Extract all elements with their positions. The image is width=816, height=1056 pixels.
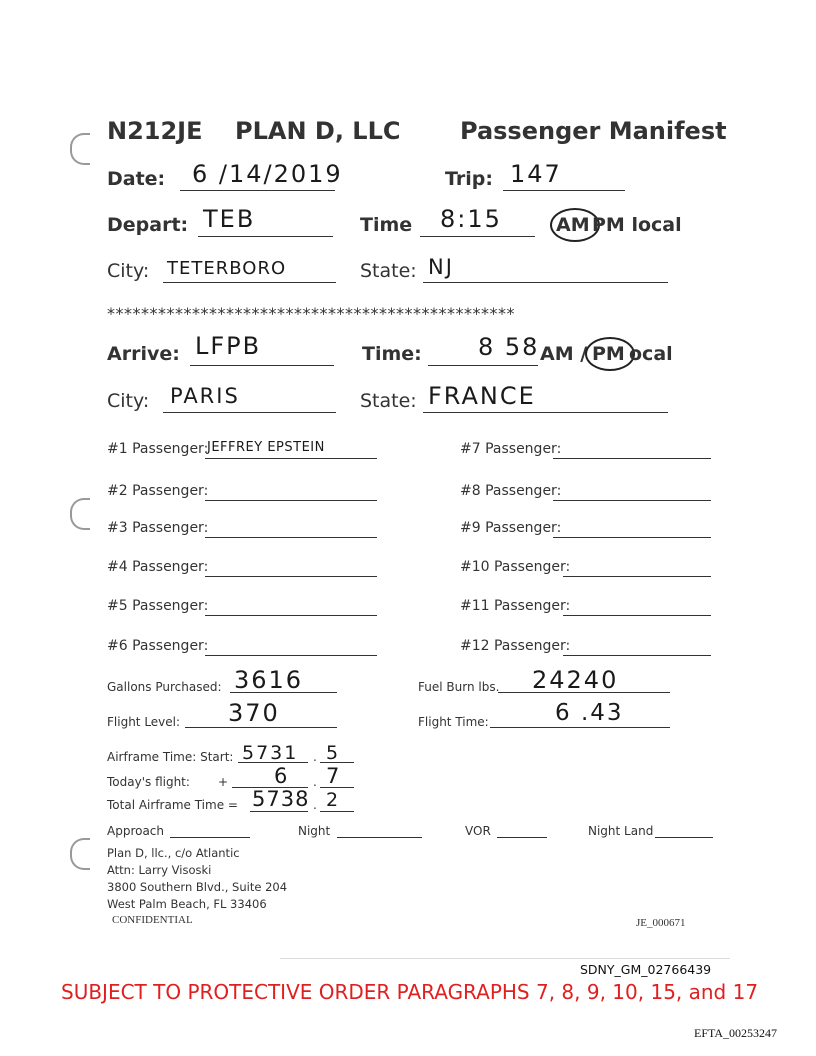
arrive-state-label: State: bbox=[360, 390, 417, 412]
arrive-state-line bbox=[423, 412, 668, 413]
passenger-10-label: #10 Passenger: bbox=[460, 559, 571, 575]
date-line bbox=[180, 190, 335, 191]
passenger-6-label: #6 Passenger: bbox=[107, 638, 209, 654]
depart-city-value: TETERBORO bbox=[167, 258, 287, 279]
depart-city-line bbox=[163, 282, 336, 283]
passenger-11-line bbox=[563, 615, 711, 616]
airframe-start-label: Airframe Time: Start: bbox=[107, 750, 234, 764]
protective-order-notice: SUBJECT TO PROTECTIVE ORDER PARAGRAPHS 7, 8, 9, 10, 15, and 17 bbox=[61, 980, 759, 1004]
company-name: PLAN D, LLC bbox=[235, 117, 401, 145]
passenger-5-label: #5 Passenger: bbox=[107, 598, 209, 614]
total-airframe-tenth: 2 bbox=[326, 789, 341, 811]
separator: ************************************************ bbox=[107, 304, 515, 323]
time-label: Time bbox=[360, 214, 413, 236]
address-line-1: Plan D, llc., c/o Atlantic bbox=[107, 846, 240, 860]
arrive-time-line bbox=[428, 365, 538, 366]
arrive-city-value: PARIS bbox=[170, 384, 240, 408]
punch-hole bbox=[70, 838, 90, 870]
date-label: Date: bbox=[107, 168, 166, 190]
page-title: Passenger Manifest bbox=[460, 117, 727, 145]
total-airframe-dot: . bbox=[313, 798, 317, 812]
am-label: AM bbox=[556, 214, 590, 236]
page-edge bbox=[280, 958, 730, 959]
flight-time-line bbox=[490, 727, 670, 728]
fuel-burn-label: Fuel Burn lbs. bbox=[418, 680, 500, 694]
flight-level-line bbox=[185, 727, 337, 728]
address-line-2: Attn: Larry Visoski bbox=[107, 863, 212, 877]
depart-time-line bbox=[420, 236, 535, 237]
efta-number: EFTA_00253247 bbox=[694, 1026, 778, 1040]
trip-line bbox=[503, 190, 625, 191]
passenger-4-label: #4 Passenger: bbox=[107, 559, 209, 575]
total-airframe-tenth-line bbox=[320, 811, 354, 812]
passenger-12-line bbox=[563, 655, 711, 656]
airframe-start-dot: . bbox=[313, 750, 317, 764]
depart-state-value: NJ bbox=[428, 255, 454, 279]
todays-flight-plus: + bbox=[218, 775, 229, 789]
trip-label: Trip: bbox=[445, 168, 493, 190]
depart-city-label: City: bbox=[107, 260, 150, 282]
total-airframe-label: Total Airframe Time = bbox=[107, 798, 238, 812]
passenger-5-line bbox=[205, 615, 377, 616]
total-airframe-line bbox=[250, 811, 308, 812]
depart-value: TEB bbox=[203, 205, 256, 233]
depart-time-value: 8:15 bbox=[440, 205, 502, 233]
address-line-4: West Palm Beach, FL 33406 bbox=[107, 897, 267, 911]
arrive-city-line bbox=[163, 412, 336, 413]
confidential-stamp: CONFIDENTIAL bbox=[112, 914, 193, 926]
passenger-8-label: #8 Passenger: bbox=[460, 483, 562, 499]
passenger-7-label: #7 Passenger: bbox=[460, 441, 562, 457]
passenger-3-label: #3 Passenger: bbox=[107, 520, 209, 536]
arrive-city-label: City: bbox=[107, 390, 150, 412]
passenger-12-label: #12 Passenger: bbox=[460, 638, 571, 654]
address-line-3: 3800 Southern Blvd., Suite 204 bbox=[107, 880, 288, 894]
passenger-11-label: #11 Passenger: bbox=[460, 598, 571, 614]
night-line bbox=[337, 837, 422, 838]
arrive-local-label: ocal bbox=[629, 343, 673, 365]
fuel-burn-value: 24240 bbox=[532, 666, 619, 694]
flight-level-value: 370 bbox=[228, 699, 280, 727]
arrive-am-label: AM / bbox=[540, 343, 588, 365]
passenger-6-line bbox=[205, 655, 377, 656]
todays-flight-tenth: 7 bbox=[326, 764, 342, 788]
punch-hole bbox=[70, 498, 90, 530]
flight-level-label: Flight Level: bbox=[107, 715, 181, 729]
bates-number: JE_000671 bbox=[636, 917, 686, 929]
depart-state-line bbox=[423, 282, 668, 283]
vor-line bbox=[497, 837, 547, 838]
approach-label: Approach bbox=[107, 824, 165, 838]
arrive-label: Arrive: bbox=[107, 343, 180, 365]
passenger-2-line bbox=[205, 500, 377, 501]
punch-hole bbox=[70, 133, 90, 165]
trip-value: 147 bbox=[510, 160, 562, 188]
night-label: Night bbox=[298, 824, 331, 838]
night-land-label: Night Land bbox=[588, 824, 654, 838]
arrive-line bbox=[190, 365, 334, 366]
depart-line bbox=[198, 236, 333, 237]
vor-label: VOR bbox=[465, 824, 491, 838]
arrive-time-label: Time: bbox=[362, 343, 422, 365]
depart-label: Depart: bbox=[107, 214, 189, 236]
arrive-time-value: 8 58 bbox=[478, 333, 540, 361]
depart-state-label: State: bbox=[360, 260, 417, 282]
passenger-8-line bbox=[553, 500, 711, 501]
passenger-9-line bbox=[553, 537, 711, 538]
todays-flight-value: 6 bbox=[274, 764, 290, 788]
passenger-1-line bbox=[205, 458, 377, 459]
arrive-state-value: FRANCE bbox=[428, 382, 536, 410]
airframe-start-tenth: 5 bbox=[326, 742, 341, 764]
gallons-label: Gallons Purchased: bbox=[107, 680, 222, 694]
passenger-4-line bbox=[205, 576, 377, 577]
tail-number: N212JE bbox=[107, 117, 203, 145]
pm-local-label: PM local bbox=[592, 214, 682, 236]
passenger-1-value: JEFFREY EPSTEIN bbox=[207, 440, 325, 455]
passenger-9-label: #9 Passenger: bbox=[460, 520, 562, 536]
flight-time-value: 6 .43 bbox=[555, 700, 624, 726]
arrive-pm-label: PM bbox=[592, 343, 625, 365]
passenger-7-line bbox=[553, 458, 711, 459]
gallons-value: 3616 bbox=[234, 666, 304, 694]
total-airframe-value: 5738 bbox=[252, 787, 310, 811]
passenger-1-label: #1 Passenger: bbox=[107, 441, 209, 457]
flight-time-label: Flight Time: bbox=[418, 715, 489, 729]
date-value: 6 /14/2019 bbox=[192, 160, 343, 188]
arrive-value: LFPB bbox=[195, 332, 262, 360]
todays-flight-dot: . bbox=[313, 775, 317, 789]
airframe-start-value: 5731 bbox=[242, 742, 299, 764]
passenger-10-line bbox=[563, 576, 711, 577]
todays-flight-label: Today's flight: bbox=[107, 775, 190, 789]
sdny-number: SDNY_GM_02766439 bbox=[580, 962, 712, 977]
approach-line bbox=[170, 837, 250, 838]
night-land-line bbox=[655, 837, 713, 838]
passenger-2-label: #2 Passenger: bbox=[107, 483, 209, 499]
passenger-3-line bbox=[205, 537, 377, 538]
